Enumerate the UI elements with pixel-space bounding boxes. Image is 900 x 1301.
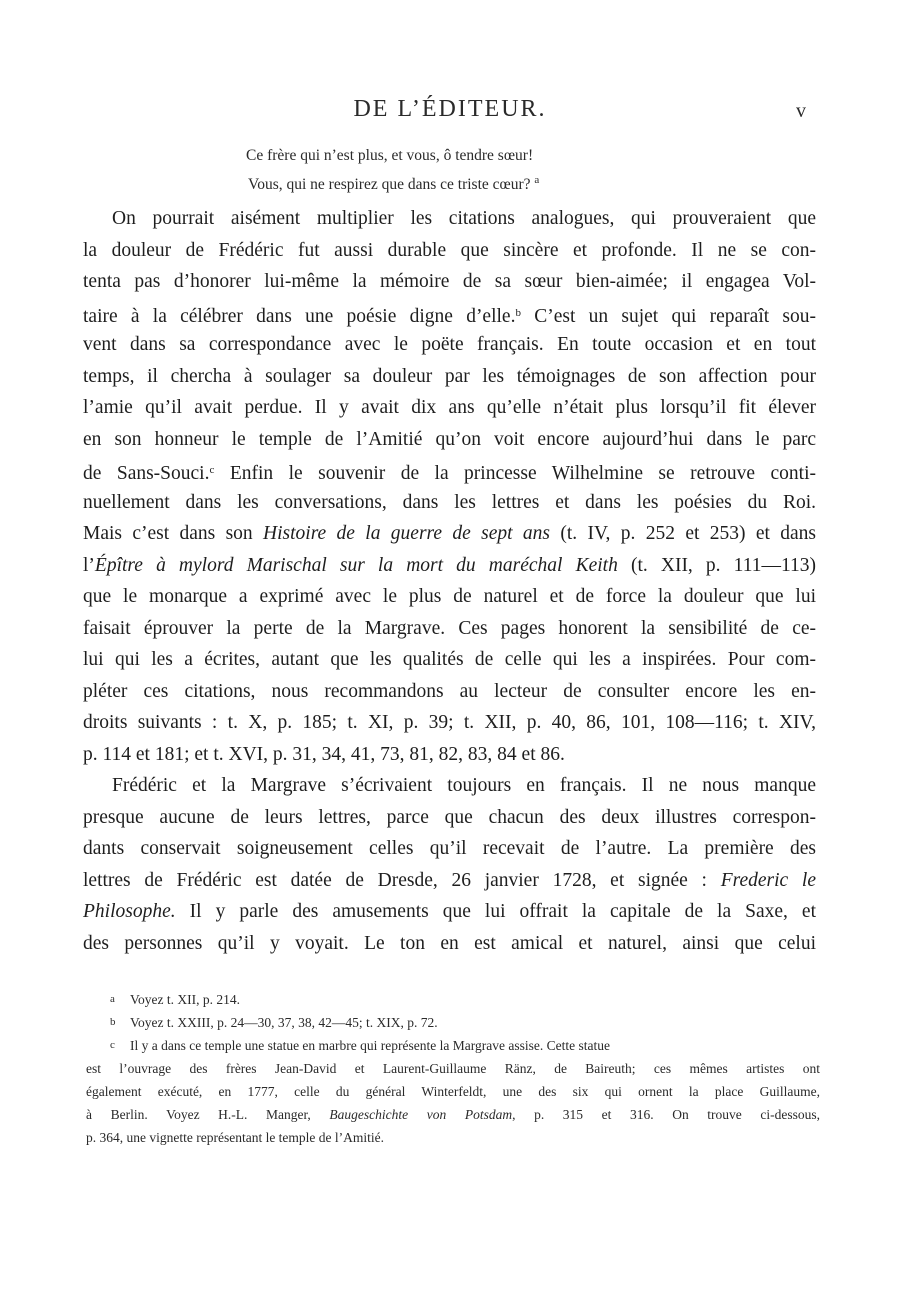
text-line: lui qui les a écrites, autant que les qualités de celle qui les a inspirées. Pour com- [83,649,816,670]
text-line: taire à la célébrer dans une poésie digne d’elle.$^b$ C’est un sujet qui reparaît sou- [83,305,816,327]
footnote-mark: a [110,993,115,1005]
text-line: pléter ces citations, nous recommandons au lecteur de consulter encore les en- [83,680,816,702]
footnote-line: a Voyez t. XII, p. 214. [86,988,820,1011]
text-line: de Sans-Souci.$^c$ Enfin le souvenir de la princesse Wilhelmine se retrouve conti- [83,463,817,484]
running-title: DE L’ÉDITEUR. [353,96,547,122]
verse-quote [246,144,539,197]
text-line: tenta pas d’honorer lui-même la mémoire de sa sœur bien-aimée; il engagea Vol- [83,271,816,292]
text-line: la douleur de Frédéric fut aussi durable que sincère et profonde. Il ne se con- [83,239,816,261]
paragraph-2 [83,770,816,959]
footnote-mark: b [110,1016,116,1028]
footnote-line: p. 364, une vignette représentant le temple de l’Amitié. [86,1130,385,1145]
footnote-ref: a [534,174,540,186]
text-line: On pourrait aisément multiplier les citations analogues, qui prouveraient que [112,208,816,229]
footnote-mark: c [110,1039,115,1051]
text-line: Mais c’est dans son Histoire de la guerre de sept ans (t. IV, p. 252 et 253) et dans [83,523,816,544]
text-line: que le monarque a exprimé avec le plus de naturel et de force la douleur que lui [83,586,816,607]
text-line: vent dans sa correspondance avec le poëte français. En toute occasion et en tout [83,334,816,355]
text-line: en son honneur le temple de l’Amitié qu’on voit encore aujourd’hui dans le parc [83,428,816,450]
text-line: faisait éprouver la perte de la Margrave. Ces pages honorent la sensibilité de ce- [83,617,816,639]
footnote-line: est l’ouvrage des frères Jean-David et Laurent-Guillaume Ränz, de Baireuth; ces mêmes artistes ont [86,1061,820,1076]
text-line: lettres de Frédéric est datée de Dresde, 26 janvier 1728, et signée : Frederic le [83,869,816,891]
text-line: dants conservait soigneusement celles qu’il recevait de l’autre. La première des [83,838,816,859]
text-line: Frédéric et la Margrave s’écrivaient toujours en français. Il ne nous manque [112,775,816,796]
text-line: Philosophe. Il y parle des amusements que lui offrait la capitale de la Saxe, et [83,901,816,922]
footnote-line: b Voyez t. XXIII, p. 24—30, 37, 38, 42—45; t. XIX, p. 72. [86,1011,820,1034]
verse-line: Vous, qui ne respirez que dans ce triste cœur? $^a$ [248,174,540,193]
page-number: v [796,100,806,122]
paragraph-1 [83,203,816,770]
text-line: p. 114 et 181; et t. XVI, p. 31, 34, 41, 73, 81, 82, 83, 84 et 86. [83,743,565,765]
footnote-line: également exécuté, en 1777, celle du général Winterfeldt, une des six qui ornent la place Guillaume, [86,1084,820,1099]
text-line: des personnes qu’il y voyait. Le ton en est amical et naturel, ainsi que celui [83,932,816,954]
text-line: nuellement dans les conversations, dans les lettres et dans les poésies du Roi. [83,491,816,513]
verse-line: Ce frère qui n’est plus, et vous, ô tendre sœur! [246,147,534,164]
text-line: temps, il chercha à soulager sa douleur par les témoignages de son affection pour [83,365,816,387]
text-line: l’amie qu’il avait perdue. Il y avait dix ans qu’elle n’était plus lorsqu’il fit élever [83,397,816,418]
footnote-ref: c [209,464,215,476]
footnote-ref: b [515,306,521,319]
footnote-line: c Il y a dans ce temple une statue en marbre qui représente la Margrave assise. Cette statue [86,1034,820,1057]
text-line: droits suivants : t. X, p. 185; t. XI, p. 39; t. XII, p. 40, 86, 101, 108—116; t. XIV, [83,712,816,733]
text-line: l’Épître à mylord Marischal sur la mort du maréchal Keith (t. XII, p. 111—113) [83,554,817,576]
footnotes [86,988,820,1149]
footnote-line: à Berlin. Voyez H.-L. Manger, Baugeschichte von Potsdam, p. 315 et 316. On trouve ci-dessous, [86,1107,821,1122]
text-line: presque aucune de leurs lettres, parce que chacun des deux illustres correspon- [83,806,816,828]
